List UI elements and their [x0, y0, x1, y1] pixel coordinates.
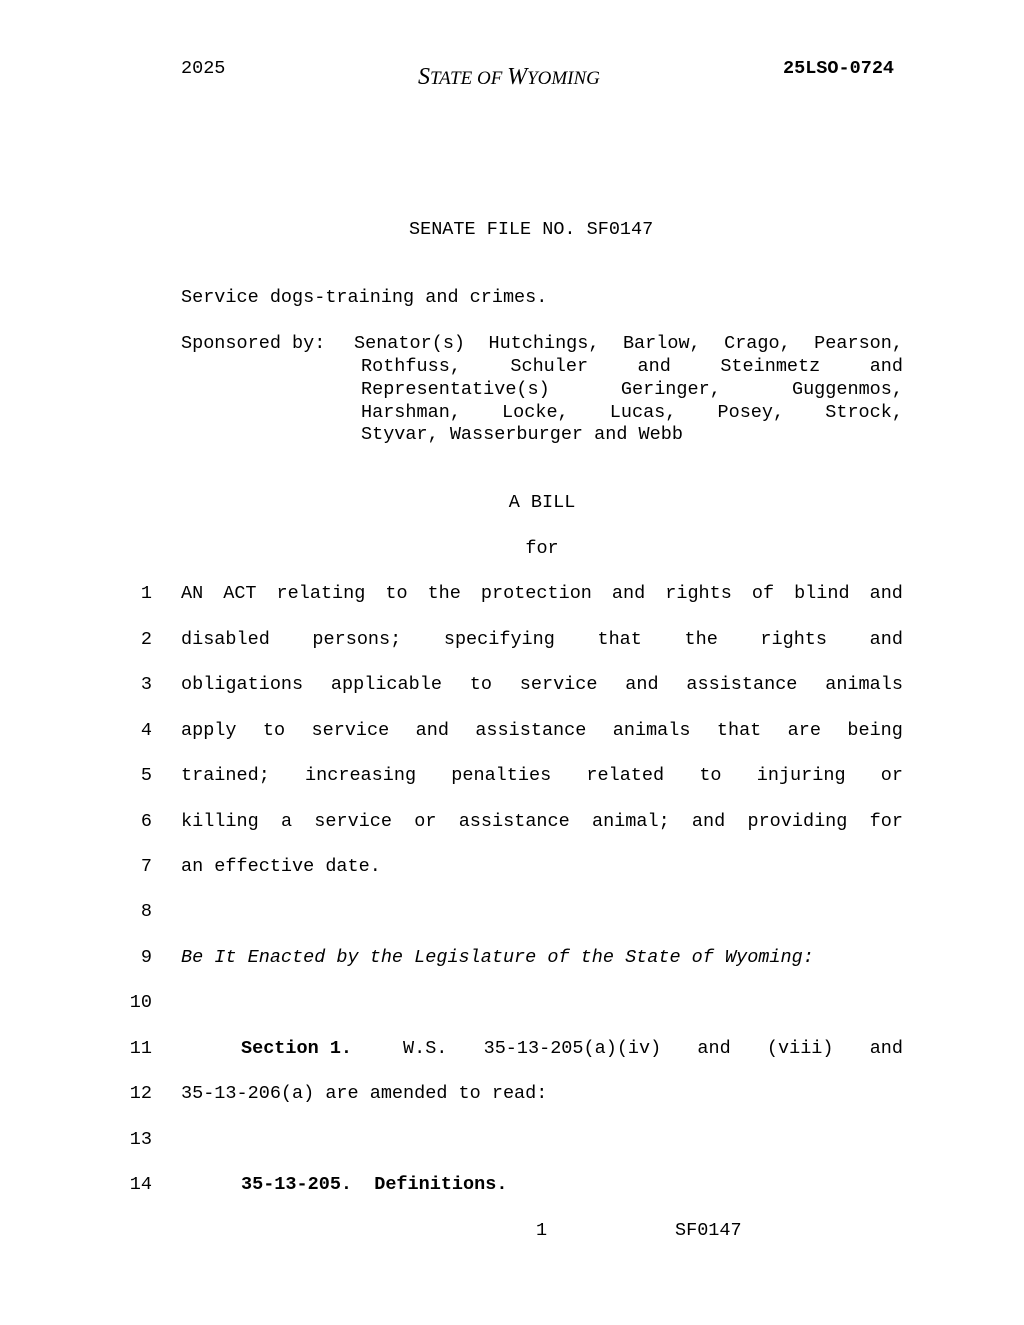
line-number: 12	[129, 1083, 152, 1104]
line-number: 8	[140, 901, 152, 922]
line-number: 7	[140, 856, 152, 877]
sponsors-line-2: Rothfuss, Schuler and Steinmetz and	[361, 356, 903, 377]
page-number: 1	[536, 1220, 548, 1241]
bill-line-2: disabled persons; specifying that the rights and	[181, 629, 903, 650]
document-id: 25LSO-0724	[783, 58, 895, 79]
sponsors-line-5: Styvar, Wasserburger and Webb	[361, 424, 683, 446]
bill-line-12: 35-13-206(a) are amended to read:	[181, 1083, 548, 1104]
statute-heading: 35-13-205. Definitions.	[241, 1174, 508, 1195]
bill-line-1: AN ACT relating to the protection and rights of blind and	[181, 583, 903, 604]
a-bill-heading: A BILL	[508, 492, 576, 513]
bill-line-6: killing a service or assistance animal; and providing for	[181, 811, 903, 832]
line-number: 6	[140, 811, 152, 832]
line-number: 11	[129, 1038, 152, 1059]
line-number: 14	[129, 1174, 152, 1195]
sponsors-line-4: Harshman, Locke, Lucas, Posey, Strock,	[361, 401, 903, 423]
short-title: Service dogs-training and crimes.	[181, 287, 548, 308]
file-title: SENATE FILE NO. SF0147	[409, 219, 654, 240]
bill-line-3: obligations applicable to service and assistance animals	[181, 674, 903, 695]
sponsors-line-1: Senator(s) Hutchings, Barlow, Crago, Pearson,	[354, 333, 903, 354]
section-heading: Section 1.	[241, 1038, 353, 1059]
line-number: 2	[140, 629, 152, 650]
bill-line-5: trained; increasing penalties related to injuring or	[181, 765, 903, 786]
line-number: 5	[140, 765, 152, 786]
bill-line-4: apply to service and assistance animals that are being	[181, 720, 903, 741]
bill-line-11: W.S. 35-13-205(a)(iv) and (viii) and	[403, 1038, 903, 1059]
enacting-clause: Be It Enacted by the Legislature of the State of Wyoming:	[181, 947, 814, 968]
footer-doc-id: SF0147	[675, 1220, 742, 1241]
sponsors-block	[361, 356, 903, 447]
line-number: 3	[140, 674, 152, 695]
bill-line-7: an effective date.	[181, 856, 381, 877]
state-heading: STATE OF WYOMING	[418, 64, 600, 90]
line-number: 9	[140, 947, 152, 968]
session-year: 2025	[181, 58, 226, 79]
line-number: 13	[129, 1129, 152, 1150]
line-number: 10	[129, 992, 152, 1013]
for-heading: for	[525, 538, 559, 559]
line-number: 4	[140, 720, 152, 741]
sponsors-label: Sponsored by:	[181, 333, 326, 354]
sponsors-line-3: Representative(s) Geringer, Guggenmos,	[361, 378, 903, 400]
line-number: 1	[140, 583, 152, 604]
